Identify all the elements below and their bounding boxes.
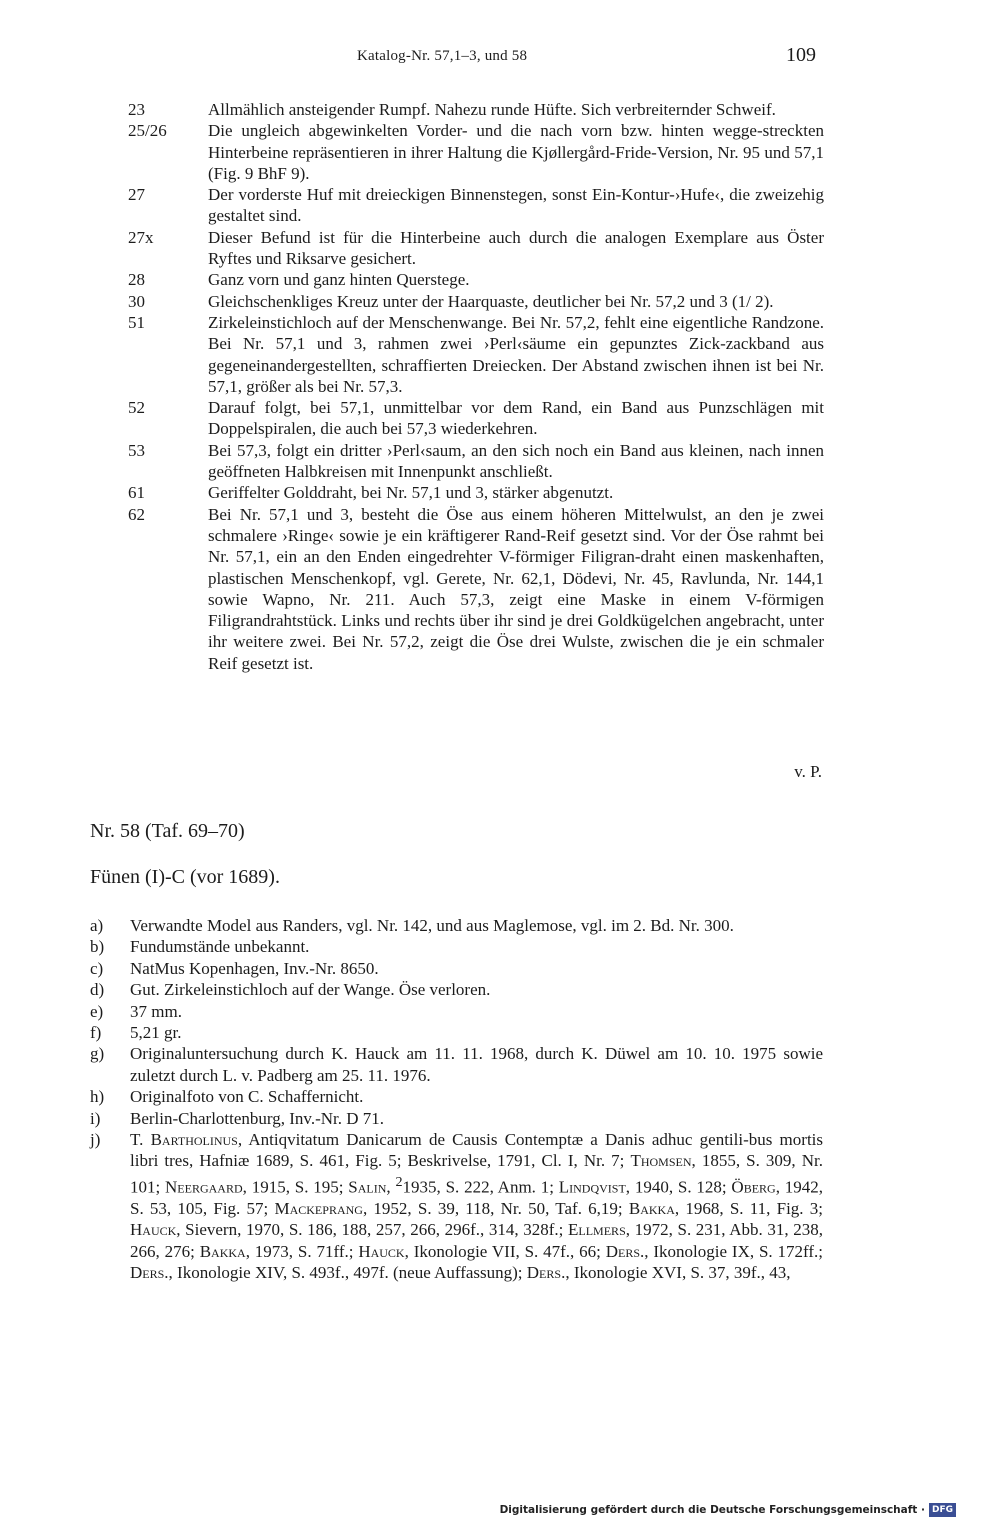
catalog-label: j)	[90, 1130, 101, 1150]
note-text: Geriffelter Golddraht, bei Nr. 57,1 und 3, stärker abgenutzt.	[208, 483, 614, 503]
bib-author: Lindqvist	[558, 1177, 626, 1197]
note-number: 23	[128, 100, 145, 119]
bib-segment: , Ikonologie XVI, S. 37, 39f., 43,	[565, 1263, 791, 1283]
bib-segment: , 1973, S. 71ff.;	[245, 1241, 359, 1261]
bib-segment: , 1972, S. 231, Abb. 31, 238, 266, 276;	[130, 1220, 823, 1261]
bib-segment: , Antiqvitatum Danicarum de Causis Contemptæ a Danis adhuc gentili-bus mortis libri tres, Hafniæ 1689, S. 461, Fig. 5; Beskrivelse, 1791, Cl. I, Nr. 7;	[130, 1130, 824, 1171]
note-item	[128, 99, 824, 120]
catalog-text: 37 mm.	[130, 1001, 182, 1021]
note-item	[128, 120, 824, 184]
note-number: 25/26	[128, 121, 167, 141]
catalog-text: NatMus Kopenhagen, Inv.-Nr. 8650.	[130, 958, 379, 978]
running-head: Katalog-Nr. 57,1–3, und 58	[357, 48, 528, 64]
note-number: 30	[128, 291, 145, 311]
catalog-label: b)	[90, 937, 105, 957]
bib-author: Neergaard	[165, 1177, 243, 1197]
note-item	[128, 291, 824, 312]
catalog-text: Fundumstände unbekannt.	[130, 937, 310, 957]
bib-author: Thomsen	[630, 1151, 692, 1171]
note-number: 51	[128, 312, 145, 332]
page-header	[0, 44, 1000, 74]
bib-author: Mackeprang	[274, 1198, 363, 1218]
edition-superscript: 2	[395, 1173, 403, 1190]
catalog-label: e)	[90, 1001, 104, 1021]
catalog-text: Originaluntersuchung durch K. Hauck am 11. 11. 1968, durch K. Düwel am 10. 10. 1975 sowie zuletzt durch L. v. Padberg am 25. 11. 1976.	[130, 1044, 823, 1085]
catalog-item	[90, 1129, 823, 1284]
bibliography-text	[130, 1129, 823, 1284]
note-text: Bei Nr. 57,1 und 3, besteht die Öse aus einem höheren Mittelwulst, an den je zwei schmalere ›Ringe‹ sowie je ein kräftigerer Rand-Reif gesetzt sind. Vor der Öse rahmt bei Nr. 57,1, ein an den Enden eingedrehter V-förmiger Filigran-draht einen maskenhaften, plastischen Menschenkopf, vgl. Gerete, Nr. 62,1, Dödevi, Nr. 45, Ravlunda, Nr. 144,1 sowie Wapno, Nr. 211. Auch 57,3, zeigt eine Maske in einem V-förmigen Filigrandrahtstück. Links und rechts über ihr sind je drei Goldkügelchen angebracht, unter ihr weitere zwei. Bei Nr. 57,2, zeigt die Öse drei Wulste, zwischen die je ein schmaler Reif gesetzt ist.	[208, 504, 824, 673]
dfg-logo-icon: DFG	[929, 1503, 956, 1517]
catalog-item	[90, 1108, 823, 1129]
bib-author: Hauck	[358, 1241, 405, 1261]
note-text: Gleichschenkliges Kreuz unter der Haarquaste, deutlicher bei Nr. 57,2 und 3 (1/ 2).	[208, 291, 774, 311]
note-text: Allmählich ansteigender Rumpf. Nahezu runde Hüfte. Sich verbreiternder Schweif.	[208, 100, 776, 119]
catalog-label: h)	[90, 1087, 105, 1107]
catalog-label: c)	[90, 958, 104, 978]
note-text: Darauf folgt, bei 57,1, unmittelbar vor dem Rand, ein Band aus Punzschlägen mit Doppelspiralen, die auch bei 57,3 wiederkehren.	[208, 398, 824, 439]
note-number: 52	[128, 398, 145, 418]
notes-list	[128, 99, 824, 674]
catalog-label: f)	[90, 1023, 102, 1043]
note-item	[128, 312, 824, 397]
catalog-item	[90, 1086, 823, 1107]
page-number: 109	[786, 44, 816, 66]
catalog-item	[90, 915, 823, 936]
note-text: Ganz vorn und ganz hinten Querstege.	[208, 270, 470, 290]
bib-author: Salin	[348, 1177, 387, 1197]
author-initials: v. P.	[794, 762, 822, 781]
note-text: Zirkeleinstichloch auf der Menschenwange. Bei Nr. 57,2, fehlt eine eigentliche Randzone. Bei Nr. 57,1 und 3, rahmen zwei ›Perl‹säume ein gepunztes Zick-zackband aus gegeneinandergestellten, schraffierten Dreiecken. Der Abstand zwischen ihnen ist bei Nr. 57,1, größer als bei Nr. 57,3.	[208, 312, 824, 396]
catalog-text: Verwandte Model aus Randers, vgl. Nr. 142, und aus Maglemose, vgl. im 2. Bd. Nr. 300.	[130, 916, 734, 935]
catalog-label: i)	[90, 1108, 101, 1128]
catalog-label: a)	[90, 916, 104, 935]
bib-segment: T.	[130, 1130, 151, 1150]
catalog-item	[90, 1022, 823, 1043]
bib-author: Ellmers	[568, 1220, 626, 1240]
note-number: 27	[128, 185, 145, 205]
note-item	[128, 504, 824, 674]
bib-segment: , Ikonologie IX, S. 172ff.;	[644, 1241, 823, 1261]
note-item	[128, 184, 824, 227]
catalog-item	[90, 936, 823, 957]
bib-author: Bakka	[628, 1198, 675, 1218]
note-item	[128, 482, 824, 503]
bib-segment: , 1942, S. 53, 105, Fig. 57;	[130, 1177, 823, 1218]
bib-segment: , 1855, S. 309, Nr. 101;	[130, 1151, 823, 1197]
note-text: Die ungleich abgewinkelten Vorder- und die nach vorn bzw. hinten wegge-streckten Hinterbeine repräsentieren in ihrer Haltung die Kjøllergård-Fride-Version, Nr. 95 und 57,1 (Fig. 9 BhF 9).	[208, 121, 824, 183]
bib-author: Bakka	[199, 1241, 246, 1261]
bib-author: Bartholinus	[150, 1130, 238, 1150]
note-item	[128, 269, 824, 290]
note-text: Dieser Befund ist für die Hinterbeine auch durch die analogen Exemplare aus Öster Ryftes und Riksarve gesichert.	[208, 227, 824, 269]
bib-author: Ders.	[605, 1241, 645, 1261]
note-text: Der vorderste Huf mit dreieckigen Binnenstegen, sonst Ein-Kontur-›Hufe‹, die zweizehig gestaltet sind.	[208, 185, 824, 226]
footer-text: Digitalisierung gefördert durch die Deutsche Forschungsgemeinschaft ·	[499, 1504, 925, 1516]
catalog-text: Gut. Zirkeleinstichloch auf der Wange. Öse verloren.	[130, 980, 491, 1000]
note-text: Bei 57,3, folgt ein dritter ›Perl‹saum, an den sich noch ein Band aus kleinen, nach innen geöffneten Halbkreisen mit Innenpunkt anschließt.	[208, 440, 824, 482]
note-item	[128, 397, 824, 440]
catalog-text: 5,21 gr.	[130, 1023, 182, 1043]
bib-author: Ders.	[526, 1263, 566, 1283]
bib-segment: , 1952, S. 39, 118, Nr. 50, Taf. 6,19;	[362, 1198, 629, 1218]
note-number: 62	[128, 504, 145, 524]
bib-author: Hauck	[130, 1220, 177, 1240]
catalog-label: g)	[90, 1044, 105, 1064]
catalog-list	[90, 915, 823, 1284]
catalog-item	[90, 979, 823, 1000]
bib-segment: , 1940, S. 128;	[625, 1177, 732, 1197]
note-item	[128, 440, 824, 483]
bib-segment: , Ikonologie XIV, S. 493f., 497f. (neue Auffassung);	[168, 1263, 527, 1283]
bib-segment: , Sievern, 1970, S. 186, 188, 257, 266, 296f., 314, 328f.;	[176, 1220, 569, 1240]
catalog-item	[90, 958, 823, 979]
note-number: 53	[128, 440, 145, 460]
bib-segment: ,	[386, 1177, 396, 1197]
bib-segment: 1935, S. 222, Anm. 1;	[402, 1177, 559, 1197]
note-number: 27x	[128, 227, 154, 247]
digitization-footer	[500, 1503, 956, 1517]
entry-title: Nr. 58 (Taf. 69–70)	[90, 820, 245, 842]
catalog-label: d)	[90, 980, 105, 1000]
catalog-text: Originalfoto von C. Schaffernicht.	[130, 1087, 364, 1107]
bib-author: Ders.	[130, 1263, 169, 1283]
catalog-text: Berlin-Charlottenburg, Inv.-Nr. D 71.	[130, 1108, 385, 1128]
catalog-item	[90, 1001, 823, 1022]
note-number: 61	[128, 483, 145, 503]
bib-segment: , Ikonologie VII, S. 47f., 66;	[404, 1241, 606, 1261]
bib-segment: , 1968, S. 11, Fig. 3;	[674, 1198, 823, 1218]
bib-segment: , 1915, S. 195;	[242, 1177, 349, 1197]
note-item	[128, 227, 824, 270]
note-number: 28	[128, 270, 145, 290]
catalog-item	[90, 1043, 823, 1086]
bib-author: Öberg	[731, 1177, 776, 1197]
entry-origin: Fünen (I)-C (vor 1689).	[90, 866, 280, 888]
